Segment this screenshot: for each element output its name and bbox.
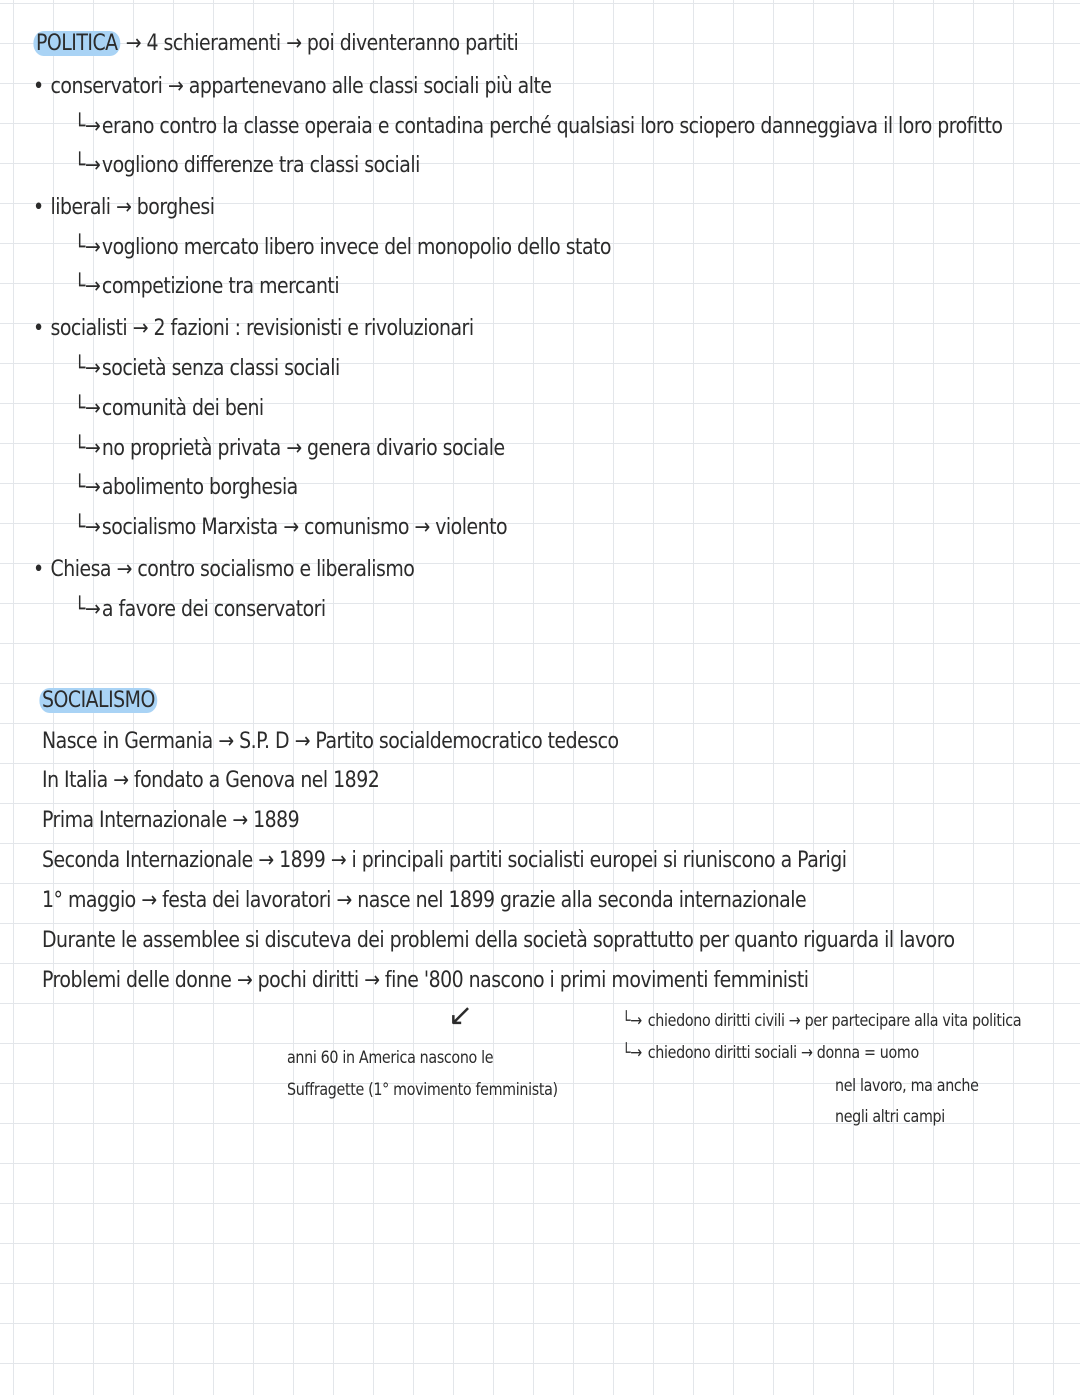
politica-title-rest: → 4 schieramenti → poi diventeranno partiti: [125, 31, 519, 56]
note-line: Seconda Internazionale → 1899 → i principali partiti socialisti europei si riuniscono a Parigi: [42, 848, 847, 873]
sub-item: [74, 514, 507, 542]
suffragette-note-line: anni 60 in America nascono le: [287, 1048, 494, 1068]
liberali-text: liberali → borghesi: [50, 195, 215, 220]
sub-item: [74, 113, 1002, 141]
socialisti-text: socialisti → 2 fazioni : revisionisti e rivoluzionari: [50, 316, 474, 341]
hook-arrow-icon: └→: [74, 396, 101, 421]
diritti-note: [622, 1042, 919, 1064]
hook-arrow-icon: └→: [74, 153, 101, 178]
sub-item-text: erano contro la classe operaia e contadina perché qualsiasi loro sciopero danneggiava il loro profitto: [101, 114, 1003, 139]
bullet-icon: •: [33, 557, 44, 582]
note-line: Durante le assemblee si discuteva dei problemi della società soprattutto per quanto riguarda il lavoro: [42, 928, 955, 953]
bullet-icon: •: [33, 316, 44, 341]
hook-arrow-icon: └→: [74, 436, 101, 461]
sub-item: [74, 234, 611, 262]
sub-item: [74, 355, 340, 383]
hook-arrow-icon: └→: [74, 515, 101, 540]
list-item-conservatori: [33, 73, 552, 101]
politica-title: POLITICA: [33, 31, 120, 56]
sub-item-text: comunità dei beni: [101, 396, 264, 421]
hook-arrow-icon: └→: [74, 475, 101, 500]
hook-arrow-icon: └→: [74, 235, 101, 260]
note-line: Nasce in Germania → S.P. D → Partito socialdemocratico tedesco: [42, 729, 619, 754]
diritti-note-text: chiedono diritti civili → per partecipare alla vita politica: [647, 1011, 1022, 1031]
hook-arrow-icon: └→: [74, 597, 101, 622]
hook-arrow-icon: └→: [74, 114, 101, 139]
sub-item-text: vogliono differenze tra classi sociali: [101, 153, 420, 178]
note-line: Prima Internazionale → 1889: [42, 808, 300, 833]
socialismo-heading: [42, 687, 157, 715]
sub-item: [74, 596, 326, 624]
list-item-liberali: [33, 194, 214, 222]
sub-item: [74, 152, 420, 180]
conservatori-text: conservatori → appartenevano alle classi sociali più alte: [50, 74, 552, 99]
sub-item: [74, 395, 264, 423]
politica-heading: [36, 30, 518, 58]
sub-item-text: competizione tra mercanti: [101, 274, 340, 299]
sub-item-text: no proprietà privata → genera divario sociale: [101, 436, 505, 461]
hook-arrow-icon: └→: [622, 1043, 642, 1063]
sub-item: [74, 273, 339, 301]
note-line: In Italia → fondato a Genova nel 1892: [42, 768, 380, 793]
list-item-socialisti: [33, 315, 474, 343]
diritti-cont-line: negli altri campi: [835, 1107, 945, 1127]
sub-item-text: socialismo Marxista → comunismo → violento: [101, 515, 508, 540]
bullet-icon: •: [33, 195, 44, 220]
sub-item-text: a favore dei conservatori: [101, 597, 326, 622]
note-line: Problemi delle donne → pochi diritti → fine '800 nascono i primi movimenti femministi: [42, 968, 809, 993]
bullet-icon: •: [33, 74, 44, 99]
hook-arrow-icon: └→: [74, 356, 101, 381]
hook-arrow-icon: └→: [622, 1011, 642, 1031]
diritti-note-text: chiedono diritti sociali → donna = uomo: [647, 1043, 919, 1063]
diagonal-arrow-icon: ↙: [448, 998, 474, 1033]
sub-item: [74, 474, 298, 502]
diritti-note: [622, 1010, 1021, 1032]
socialismo-title: SOCIALISMO: [39, 688, 157, 713]
sub-item: [74, 435, 505, 463]
sub-item-text: società senza classi sociali: [101, 356, 340, 381]
note-line: 1° maggio → festa dei lavoratori → nasce nel 1899 grazie alla seconda internazionale: [42, 888, 807, 913]
chiesa-text: Chiesa → contro socialismo e liberalismo: [50, 557, 415, 582]
sub-item-text: abolimento borghesia: [101, 475, 298, 500]
suffragette-note-line: Suffragette (1° movimento femminista): [287, 1080, 558, 1100]
list-item-chiesa: [33, 556, 414, 584]
sub-item-text: vogliono mercato libero invece del monopolio dello stato: [101, 235, 611, 260]
diritti-cont-line: nel lavoro, ma anche: [835, 1076, 979, 1096]
hook-arrow-icon: └→: [74, 274, 101, 299]
